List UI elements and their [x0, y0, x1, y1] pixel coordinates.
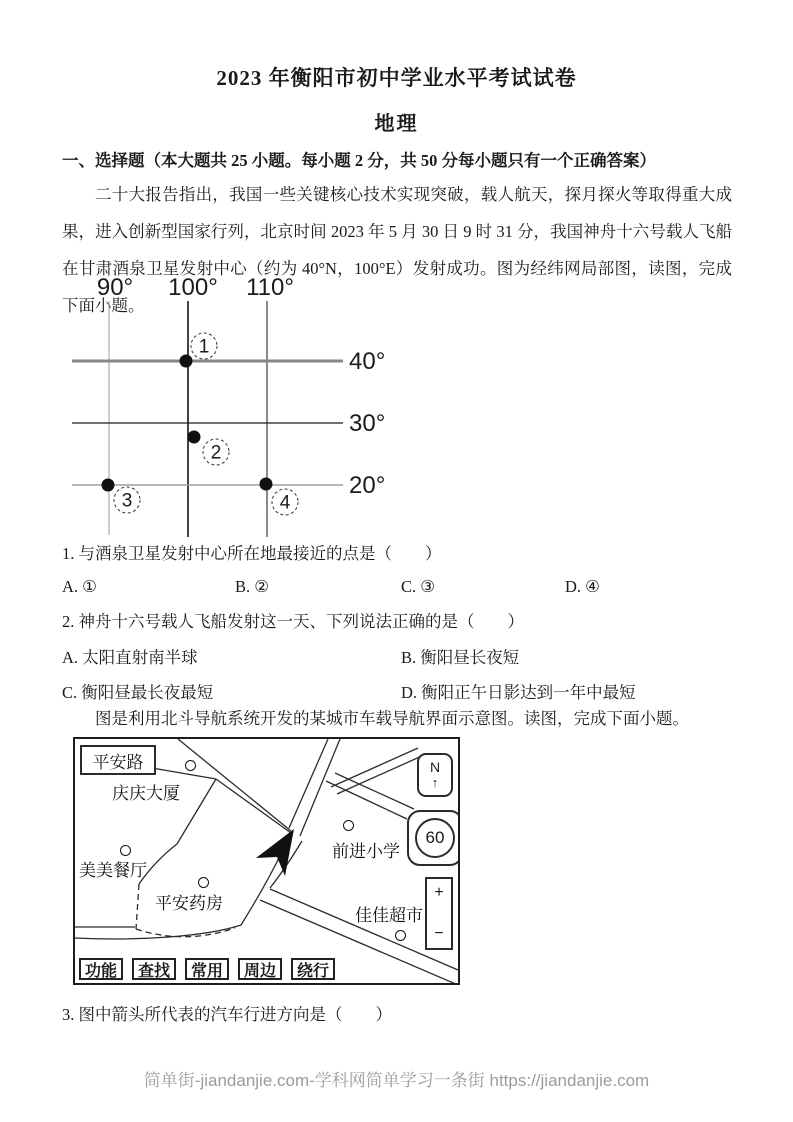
toolbar-button-zhoubian[interactable]: 周边: [238, 958, 282, 980]
road-block-left: [177, 779, 216, 844]
point-label-2: 2: [210, 442, 222, 464]
road-dashed-left: [136, 884, 139, 929]
point-label-4: 4: [279, 492, 291, 514]
road-sign-60-circle: [415, 818, 455, 858]
road-to-compass-1: [331, 748, 418, 787]
place-label-pharmacy: 平安药房: [155, 894, 223, 913]
question-1: 1. 与酒泉卫星发射中心所在地最接近的点是（ ）: [62, 544, 442, 563]
place-label-meimei: 美美餐厅: [79, 861, 147, 880]
question-3: 3. 图中箭头所代表的汽车行进方向是（ ）: [62, 1005, 392, 1024]
place-label-market: 佳佳超市: [355, 906, 423, 925]
road-pingan-link: [152, 768, 216, 779]
intro-paragraph-1: 二十大报告指出，我国一些关键核心技术实现突破，载人航天，探月探火等取得重大成果，进入创新型国家行列，北京时间 2023 年 5 月 30 日 9 时 31 分，我国神舟十六号载人飞船在甘肃酒泉卫星发射中心（约为 40°N，100°E）发射成功。图为经纬网局部图，读图，完成下面小题。: [62, 185, 732, 315]
q1-option-b: B. ②: [235, 577, 270, 596]
lon-label-90: 90°: [96, 274, 134, 301]
footer-watermark: 简单街-jiandanjie.com-学科网简单学习一条街 https://jiandanjie.com: [143, 1071, 650, 1090]
latlon-grid-svg: [72, 273, 472, 541]
map-toolbar: [79, 958, 335, 980]
road-block-top: [216, 779, 291, 833]
road-name-label: 平安路: [80, 745, 156, 775]
marker-school-icon: [343, 820, 354, 831]
compass-north-indicator: [417, 753, 453, 797]
point-dot-4: [260, 478, 273, 491]
q2-option-c: C. 衡阳昼最长夜最短: [62, 683, 214, 702]
north-arrow-icon: ↑: [431, 774, 439, 790]
toolbar-button-raoxing[interactable]: 绕行: [291, 958, 335, 980]
q1-option-d: D. ④: [565, 577, 600, 596]
q2-option-a: A. 太阳直射南半球: [62, 648, 198, 667]
point-dot-1: [180, 355, 193, 368]
road-to-compass-2: [337, 755, 424, 794]
lat-label-30: 30°: [349, 410, 386, 437]
lat-label-40: 40°: [349, 348, 386, 375]
road-sign-60-value: 60: [425, 828, 445, 847]
compass-n-label: N: [429, 759, 441, 776]
point-label-3: 3: [121, 490, 133, 512]
q1-option-a: A. ①: [62, 577, 97, 596]
zoom-out-button[interactable]: −: [434, 925, 444, 942]
lon-label-110: 110°: [246, 274, 294, 301]
road-ne-2: [300, 739, 340, 836]
place-label-school: 前进小学: [332, 842, 400, 861]
road-sign-60: [407, 810, 460, 866]
nav-map-figure: [73, 737, 460, 985]
road-sw-curve: [75, 833, 291, 939]
toolbar-button-chazhao[interactable]: 查找: [132, 958, 176, 980]
intro-paragraph-2: 图是利用北斗导航系统开发的某城市车载导航界面示意图。读图，完成下面小题。: [95, 709, 689, 728]
q2-option-d: D. 衡阳正午日影达到一年中最短: [401, 683, 636, 702]
q2-option-b: B. 衡阳昼长夜短: [401, 648, 520, 667]
point-label-1: 1: [198, 336, 210, 358]
subject-title: 地理: [374, 113, 419, 135]
marker-meimei-icon: [120, 845, 131, 856]
lat-label-20: 20°: [349, 472, 386, 499]
question-2: 2. 神舟十六号载人飞船发射这一天、下列说法正确的是（ ）: [62, 612, 524, 631]
point-dot-2: [188, 431, 201, 444]
marker-qingqing-icon: [185, 760, 196, 771]
toolbar-button-gongneng[interactable]: 功能: [79, 958, 123, 980]
toolbar-button-changyong[interactable]: 常用: [185, 958, 229, 980]
map-zoom-control: [425, 877, 453, 950]
point-dot-3: [102, 479, 115, 492]
section-heading: 一、选择题（本大题共 25 小题。每小题 2 分，共 50 分每小题只有一个正确答案）: [62, 151, 656, 170]
marker-pharmacy-icon: [198, 877, 209, 888]
road-nw: [178, 739, 291, 831]
latlon-grid-figure: [72, 273, 472, 541]
place-label-qingqing: 庆庆大厦: [112, 784, 180, 803]
lon-label-100: 100°: [168, 274, 218, 301]
marker-market-icon: [395, 930, 406, 941]
q1-option-c: C. ③: [401, 577, 436, 596]
page-title: 2023 年衡阳市初中学业水平考试试卷: [216, 66, 577, 90]
zoom-in-button[interactable]: +: [434, 884, 444, 901]
car-arrow-icon: [256, 829, 294, 876]
